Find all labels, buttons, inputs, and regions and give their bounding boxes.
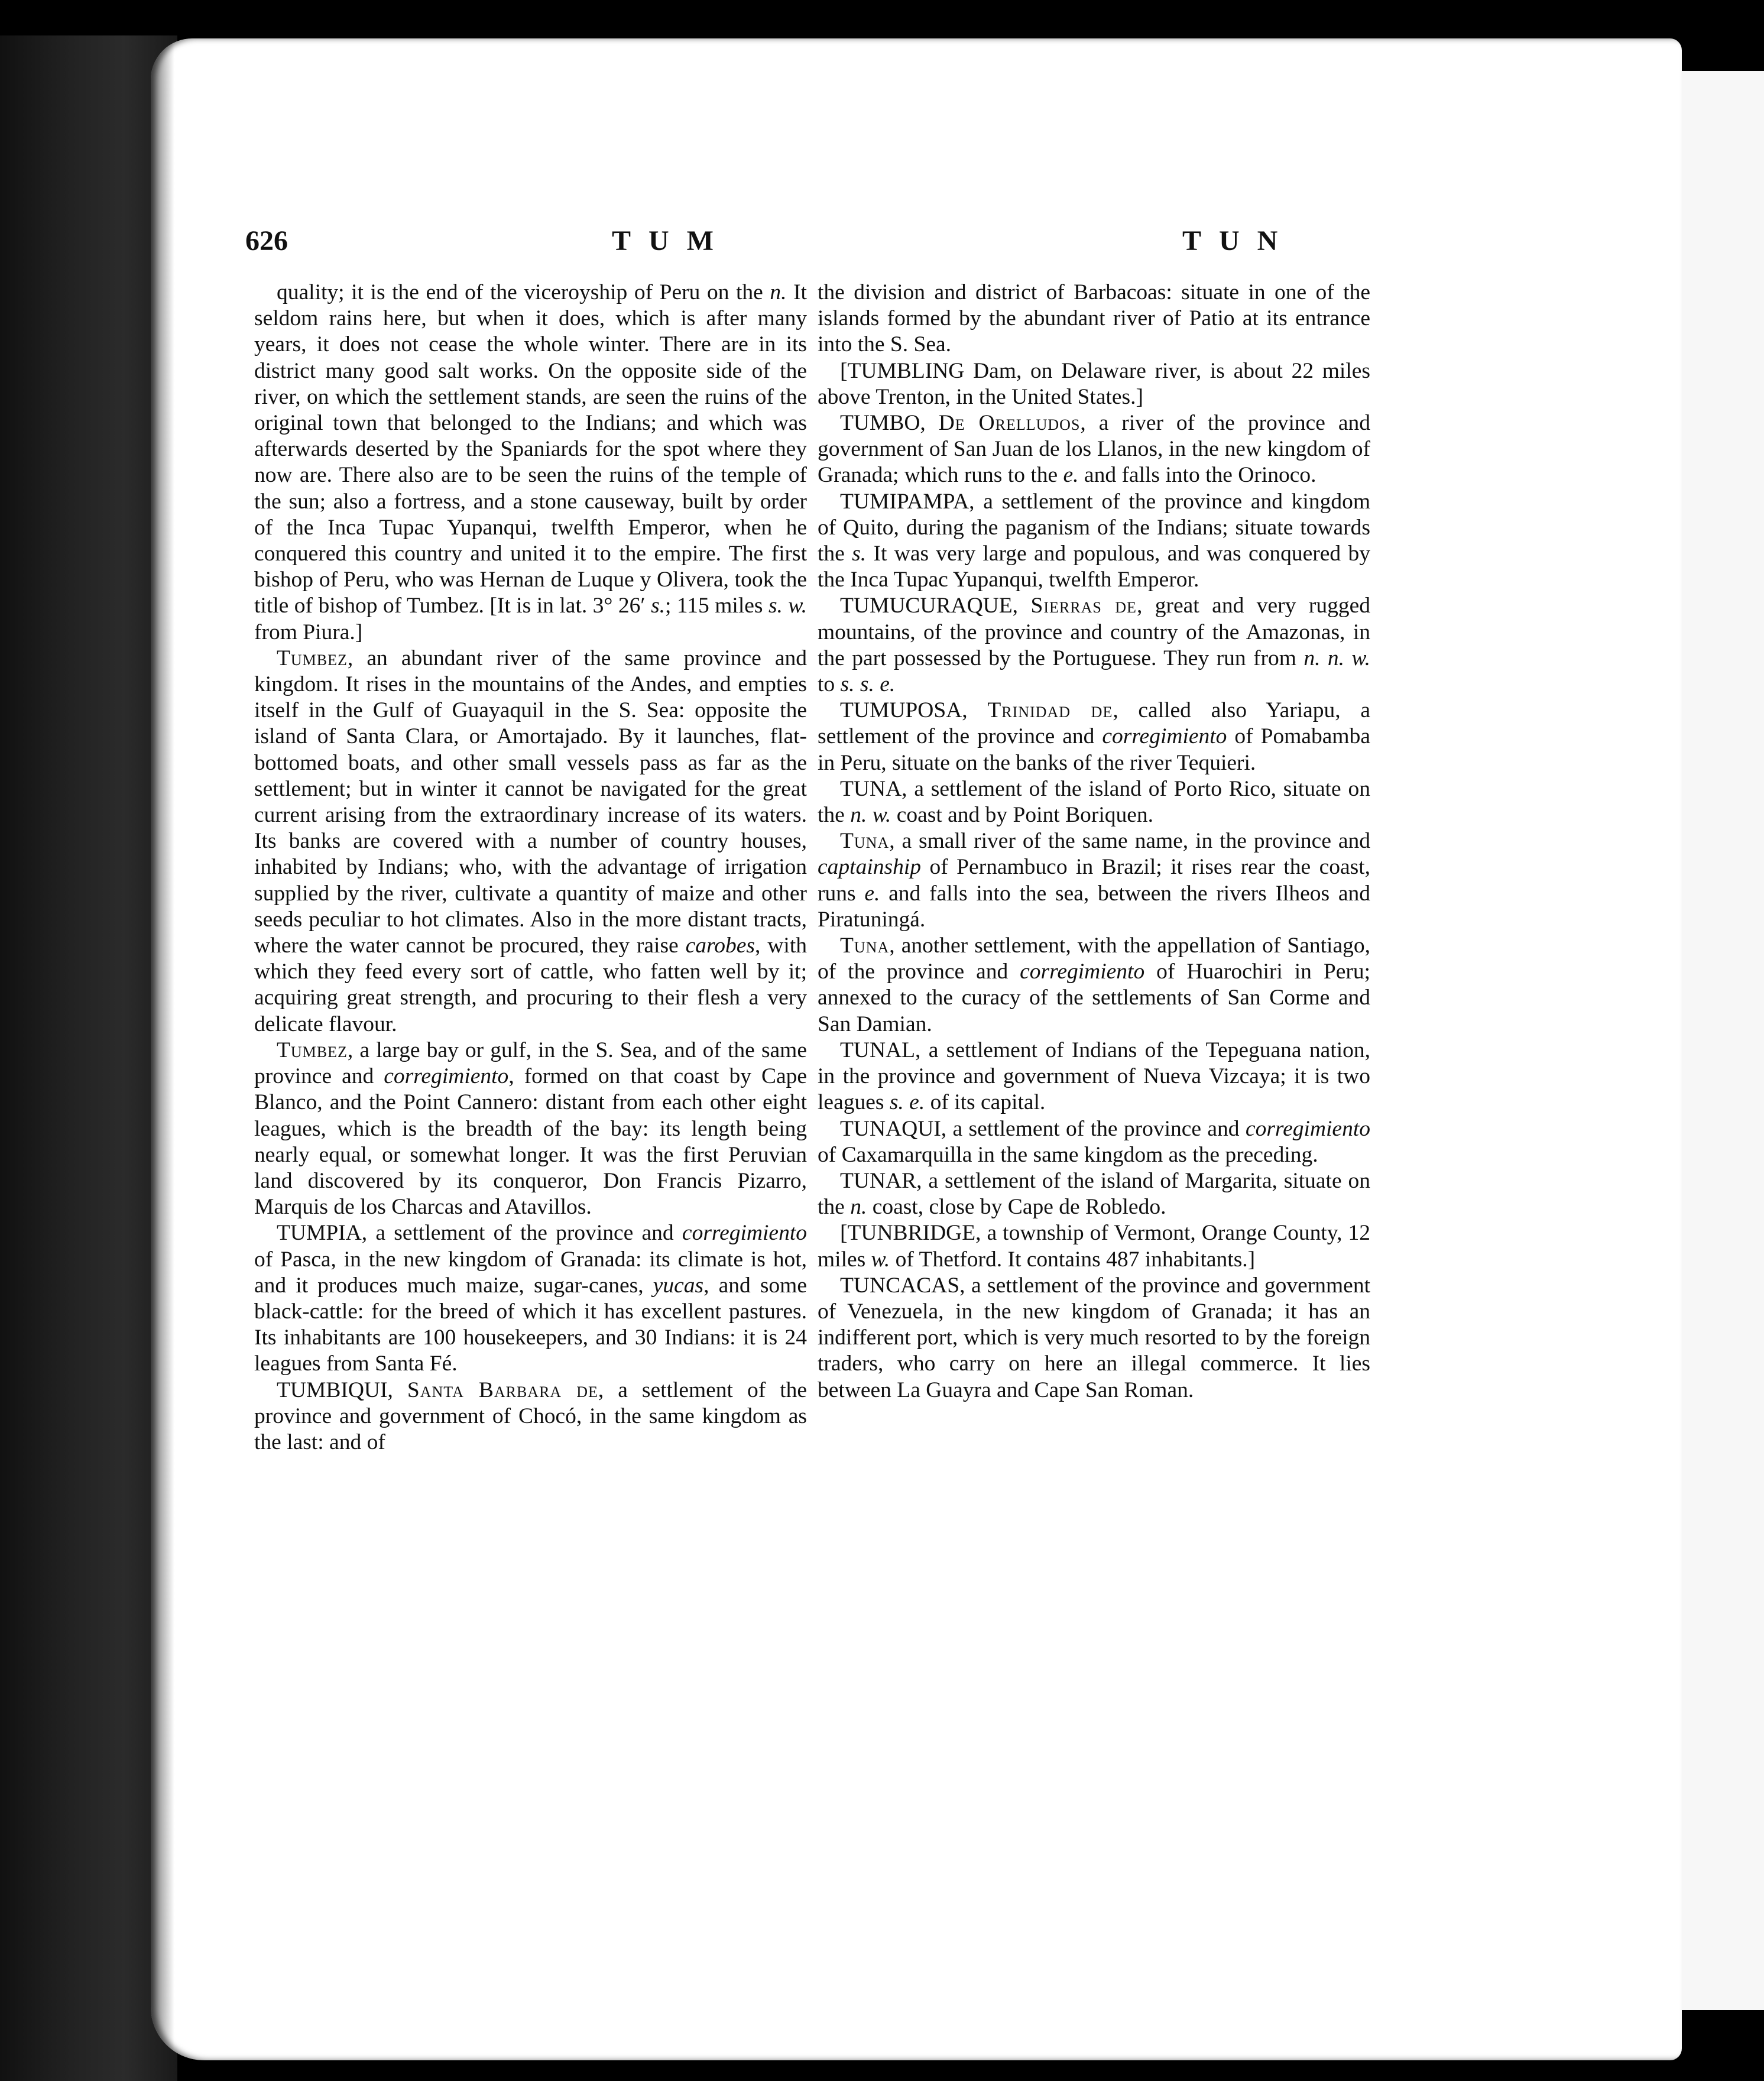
- italic-run: yucas: [653, 1273, 704, 1298]
- text-run: of Huarochiri in Peru; annexed to the curacy of the settlements of San Corme and San Damian.: [818, 960, 1370, 1036]
- text-run: TUMBIQUI,: [277, 1377, 407, 1402]
- text-run: It was very large and populous, and was conquered by the Inca Tupac Yupanqui, twelfth Emperor.: [818, 542, 1370, 592]
- italic-run: n.: [770, 280, 787, 304]
- italic-run: corregimiento: [682, 1221, 807, 1246]
- entry-paragraph: [254, 280, 807, 646]
- text-run: TUMUPOSA,: [840, 698, 988, 723]
- text-run: and falls into the Orinoco.: [1078, 463, 1316, 488]
- text-run: TUNCACAS, a settlement of the province and government of Venezuela, in the new kingdom of Granada; it has an indifferent port, which is very much resorted to by the foreign traders, who carry on here an illegal commerce. It lies between La Guayra and Cape San Roman.: [818, 1273, 1370, 1402]
- text-run: TUNAL, a settlement of Indians of the Tepeguana nation, in the province and government of Nueva Vizcaya; it is two leagues: [818, 1038, 1370, 1115]
- text-run: from Piura.]: [254, 620, 363, 644]
- text-run: , a settlement of the province and government of Chocó, in the same kingdom as the last: and of: [254, 1377, 808, 1454]
- entry-paragraph: [818, 280, 1370, 358]
- text-run: of Caxamarquilla in the same kingdom as the preceding.: [818, 1142, 1318, 1167]
- text-run: TUNAQUI, a settlement of the province and: [840, 1116, 1246, 1141]
- entry-paragraph: [254, 1038, 807, 1220]
- entry-paragraph: [254, 1377, 807, 1456]
- text-run: , another settlement, with the appellation of Santiago, of the province and: [818, 933, 1370, 984]
- text-run: of its capital.: [925, 1090, 1046, 1115]
- entry-paragraph: [818, 1038, 1370, 1116]
- text-run: [TUMBLING Dam, on Delaware river, is about 22 miles above Trenton, in the United States.]: [818, 358, 1370, 409]
- text-run: TUMIPAMPA, a settlement of the province and kingdom of Quito, during the paganism of the Indians; situate towards the: [818, 489, 1370, 566]
- italic-run: n. w.: [850, 803, 891, 828]
- entry-paragraph: [254, 1220, 807, 1377]
- text-run: and falls into the sea, between the rivers Ilheos and Piratuningá.: [818, 881, 1370, 932]
- text-run: , great and very rugged mountains, of the province and country of the Amazonas, in the part possessed by the Portuguese. They run from: [818, 594, 1370, 670]
- small-caps-heading: Tumbez: [277, 646, 348, 670]
- entry-paragraph: [818, 1273, 1370, 1403]
- italic-run: e.: [1063, 463, 1079, 488]
- entry-paragraph: [818, 1116, 1370, 1168]
- text-run: TUMUCURAQUE,: [840, 594, 1031, 618]
- small-caps-heading: Tuna: [840, 933, 890, 958]
- text-run: , a small river of the same name, in the province and: [889, 829, 1370, 854]
- entry-paragraph: [818, 1220, 1370, 1272]
- text-run: [TUNBRIDGE, a township of Vermont, Orange County, 12 miles: [818, 1221, 1370, 1272]
- italic-run: w.: [871, 1247, 890, 1272]
- italic-run: s. e.: [889, 1090, 925, 1115]
- running-head-left: TUM: [612, 225, 731, 257]
- left-text-column: [254, 280, 807, 1752]
- entry-paragraph: [818, 828, 1370, 933]
- entry-paragraph: [818, 698, 1370, 776]
- entry-paragraph: [818, 489, 1370, 594]
- italic-run: s. w.: [768, 594, 807, 618]
- italic-run: n. n. w.: [1303, 646, 1370, 670]
- page-number: 626: [245, 225, 288, 257]
- italic-run: corregimiento: [1245, 1116, 1370, 1141]
- text-run: TUNA, a settlement of the island of Porto Rico, situate on the: [818, 776, 1370, 828]
- text-run: ; 115 miles: [665, 594, 768, 618]
- text-run: , a river of the province and government of San Juan de los Llanos, in the new kingdom of Granada; which runs to the: [818, 411, 1370, 488]
- text-run: coast and by Point Boriquen.: [891, 803, 1154, 828]
- text-run: TUNAR, a settlement of the island of Margarita, situate on the: [818, 1168, 1370, 1220]
- text-run: It seldom rains here, but when it does, which is after many years, it does not cease the whole winter. There are in its district many good salt works. On the opposite side of the river, on which the settlement stands, are seen the ruins of the original town that belonged to the Indians; and which was afterwards deserted by the Spaniards for the spot where they now are. There also are to be seen the ruins of the temple of the sun; also a fortress, and a stone causeway, built by order of the Inca Tupac Yupanqui, twelfth Emperor, when he conquered this country and united it to the empire. The first bishop of Peru, who was Hernan de Luque y Olivera, took the title of bishop of Tumbez. [It is in lat. 3° 26′: [254, 280, 807, 618]
- text-run: to: [818, 672, 841, 697]
- text-run: TUMBO,: [840, 411, 939, 436]
- small-caps-heading: Santa Barbara de: [407, 1377, 598, 1402]
- text-run: of Pomabamba in Peru, situate on the banks of the river Tequieri.: [818, 724, 1370, 775]
- small-caps-heading: Sierras de: [1030, 594, 1137, 618]
- text-run: of Pasca, in the new kingdom of Granada: its climate is hot, and it produces much maize, sugar-canes,: [254, 1247, 807, 1298]
- text-run: the division and district of Barbacoas: situate in one of the islands formed by the abundant river of Patio at its entrance into the S. Sea.: [818, 280, 1370, 357]
- entry-paragraph: [818, 593, 1370, 698]
- entry-paragraph: [818, 933, 1370, 1038]
- entry-paragraph: [818, 410, 1370, 489]
- entry-paragraph: [818, 358, 1370, 410]
- entry-paragraph: [818, 1168, 1370, 1220]
- italic-run: corregimiento: [384, 1064, 509, 1089]
- small-caps-heading: De Orelludos: [938, 411, 1081, 436]
- entry-paragraph: [254, 646, 807, 1038]
- entry-paragraph: [818, 776, 1370, 828]
- italic-run: n.: [850, 1195, 867, 1220]
- text-run: quality; it is the end of the viceroyship of Peru on the: [277, 280, 770, 304]
- text-run: TUMPIA, a settlement of the province and: [277, 1221, 682, 1246]
- italic-run: s.: [651, 594, 666, 618]
- text-run: of Thetford. It contains 487 inhabitants.]: [890, 1247, 1256, 1272]
- text-run: , and some black-cattle: for the breed of which it has excellent pastures. Its inhabitants are 100 housekeepers, and 30 Indians: it is 24 leagues from Santa Fé.: [254, 1273, 807, 1376]
- italic-run: corregimiento: [1020, 960, 1145, 984]
- small-caps-heading: Trinidad de: [987, 698, 1113, 723]
- small-caps-heading: Tuna: [840, 829, 890, 854]
- running-head-right: TUN: [1182, 225, 1296, 257]
- text-run: of Pernambuco in Brazil; it rises rear the coast, runs: [818, 855, 1370, 906]
- text-run: , a large bay or gulf, in the S. Sea, and of the same province and: [254, 1038, 807, 1089]
- italic-run: captainship: [818, 855, 921, 880]
- italic-run: e.: [864, 881, 880, 906]
- text-run: , an abundant river of the same province and kingdom. It rises in the mountains of the Andes, and empties itself in the Gulf of Guayaquil in the S. Sea: opposite the island of Santa Clara, or Amortajado. By it launches, flat-bottomed boats, and other small vessels pass as far as the settlement; but in winter it cannot be navigated for the great current arising from the extraordinary increase of its waters. Its banks are covered with a number of country houses, inhabited by Indians; who, with the advantage of irrigation supplied by the river, cultivate a quantity of maize and other seeds peculiar to hot climates. Also in the more distant tracts, where the water cannot be procured, they raise: [254, 646, 807, 958]
- small-caps-heading: Tumbez: [277, 1038, 348, 1062]
- right-text-column: [818, 280, 1370, 1752]
- italic-run: carobes: [685, 933, 755, 958]
- text-run: , formed on that coast by Cape Blanco, and the Point Cannero: distant from each other eight leagues, which is the breadth of the bay: its length being nearly equal, or somewhat longer. It was the first Peruvian land discovered by its conqueror, Don Francis Pizarro, Marquis de los Charcas and Atavillos.: [254, 1064, 807, 1220]
- italic-run: corregimiento: [1102, 724, 1227, 749]
- text-run: coast, close by Cape de Robledo.: [867, 1195, 1166, 1220]
- italic-run: s. s. e.: [840, 672, 896, 697]
- italic-run: s.: [852, 542, 867, 566]
- text-run: , called also Yariapu, a settlement of the province and: [818, 698, 1370, 749]
- text-run: , with which they feed every sort of cattle, who fatten well by it; acquiring great strength, and procuring to their flesh a very delicate flavour.: [254, 933, 807, 1036]
